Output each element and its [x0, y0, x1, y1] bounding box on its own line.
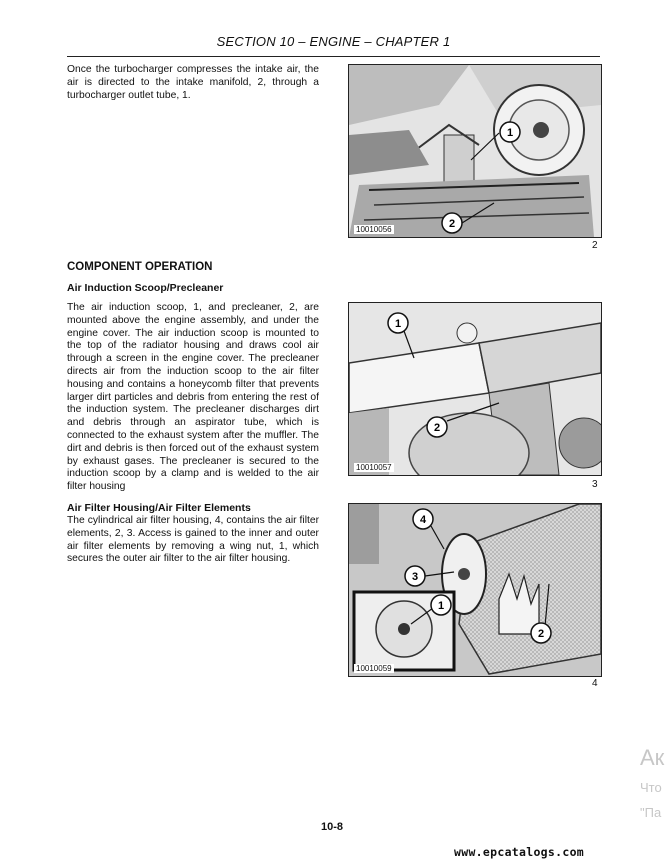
figure-air-induction	[348, 302, 602, 476]
page-number: 10-8	[321, 821, 344, 833]
figure-id: 10010059	[356, 664, 392, 673]
paragraph-turbocharger: Once the turbocharger compresses the intake air, the air is directed to the intake manifold, 2, through a turbocharger outlet tube, 1.	[67, 64, 319, 101]
figure-number: 2	[592, 240, 598, 251]
svg-text:2: 2	[537, 628, 545, 640]
svg-text:3: 3	[411, 571, 419, 583]
figure-image-scoop	[349, 303, 601, 475]
svg-text:2: 2	[433, 422, 441, 434]
figure-image-air-filter	[349, 504, 601, 676]
watermark-line-3: "Па	[640, 805, 662, 820]
figure-turbocharger	[348, 64, 602, 238]
svg-text:2: 2	[448, 218, 456, 230]
figure-number: 3	[592, 479, 598, 490]
figure-number: 4	[592, 678, 598, 689]
heading-air-induction: Air Induction Scoop/Precleaner	[67, 282, 224, 294]
heading-component-operation: COMPONENT OPERATION	[67, 261, 213, 273]
svg-text:1: 1	[394, 318, 402, 330]
watermark-line-2: Что	[640, 780, 662, 795]
svg-text:1: 1	[437, 600, 445, 612]
section-title: SECTION 10 – ENGINE – CHAPTER 1	[216, 34, 451, 49]
site-url: www.epcatalogs.com	[454, 845, 585, 859]
svg-text:1: 1	[506, 127, 514, 139]
heading-air-filter: Air Filter Housing/Air Filter Elements	[67, 502, 251, 514]
section-header	[67, 34, 600, 57]
figure-id: 10010057	[356, 463, 392, 472]
figure-image-engine	[349, 65, 601, 237]
figure-id: 10010056	[356, 225, 392, 234]
paragraph-air-induction: The air induction scoop, 1, and precleaner, 2, are mounted above the engine assembly, and under the engine cover. The air induction scoop is mounted to the top of the radiator housing and draws cool air through a screen in the engine cover. The precleaner directs air from the induction scoop to the air filter housing and contains a honeycomb filter that prevents larger dirt particles and debris from entering the rest of the induction system. The precleaner discharges dirt and debris through an aspirator tube, which is connected to the exhaust system after the muffler. The dirt and debris is then forced out of the exhaust system by exhaust gases. The precleaner is secured to the induction scoop by a clamp and is welded to the air filter housing	[67, 302, 319, 493]
svg-text:4: 4	[419, 514, 427, 526]
watermark-line-1: Ак	[640, 745, 665, 770]
paragraph-air-filter: The cylindrical air filter housing, 4, contains the air filter elements, 2, 3. Access is gained to the inner and outer air filter elements by removing a wing nut, 1, which secures the outer air filter to the air filter housing.	[67, 515, 319, 565]
figure-air-filter	[348, 503, 602, 677]
